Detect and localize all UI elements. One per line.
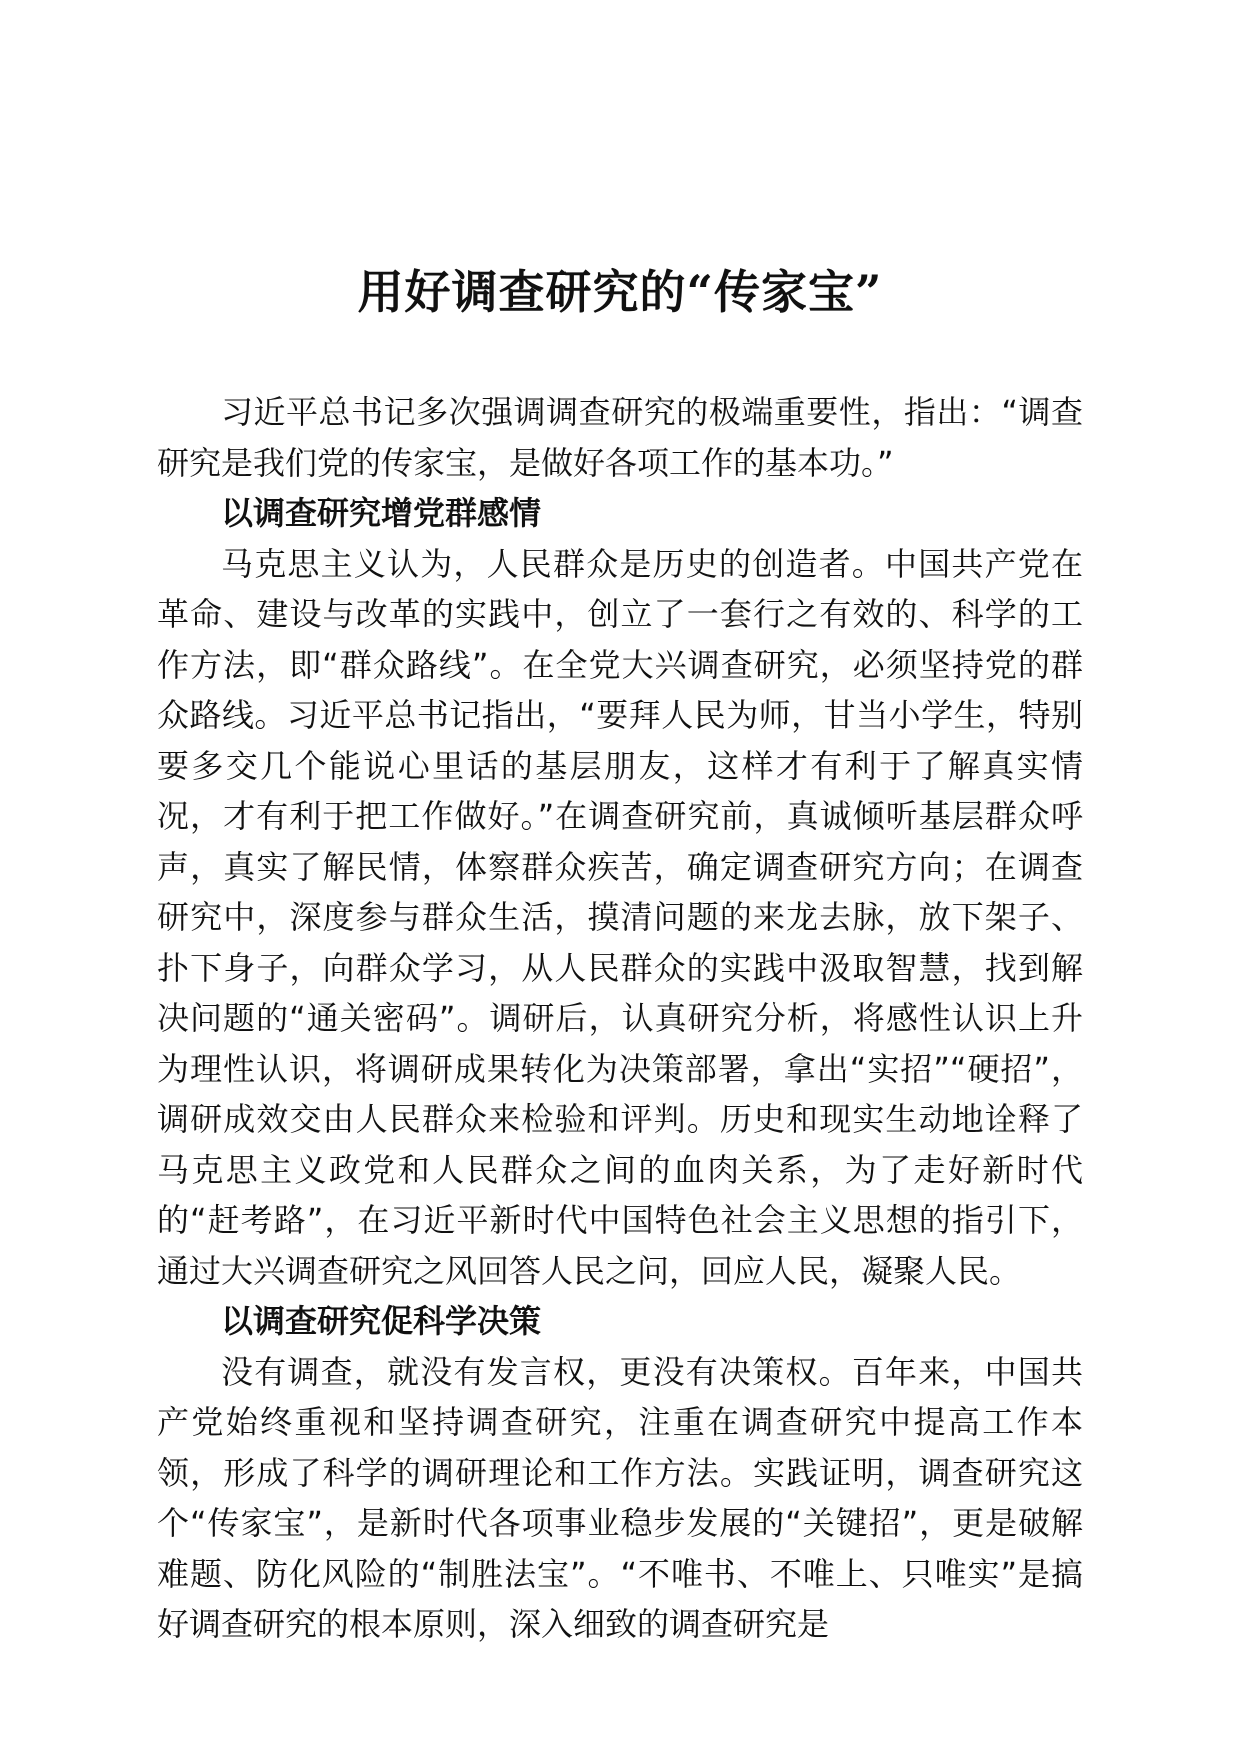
document-title: 用好调查研究的“传家宝” [357,265,883,319]
section-heading-2: 以调查研究促科学决策 [221,1302,542,1340]
intro-paragraph: 习近平总书记多次强调调查研究的极端重要性，指出：“调查研究是我们党的传家宝，是做好各项工作的基本功。” [157,393,1083,482]
section-paragraph-1: 马克思主义认为，人民群众是历史的创造者。中国共产党在革命、建设与改革的实践中，创立了一套行之有效的、科学的工作方法，即“群众路线”。在全党大兴调查研究，必须坚持党的群众路线。习近平总书记指出，“要拜人民为师，甘当小学生，特别要多交几个能说心里话的基层朋友，这样才有利于了解真实情况，才有利于把工作做好。”在调查研究前，真诚倾听基层群众呼声，真实了解民情，体察群众疾苦，确定调查研究方向；在调查研究中，深度参与群众生活，摸清问题的来龙去脉，放下架子、扑下身子，向群众学习，从人民群众的实践中汲取智慧，找到解决问题的“通关密码”。调研后，认真研究分析，将感性认识上升为理性认识，将调研成果转化为决策部署，拿出“实招”“硬招”，调研成效交由人民群众来检验和评判。历史和现实生动地诠释了马克思主义政党和人民群众之间的血肉关系，为了走好新时代的“赶考路”，在习近平新时代中国特色社会主义思想的指引下，通过大兴调查研究之风回答人民之问，回应人民，凝聚人民。 [157,544,1083,1290]
section-paragraph-2: 没有调查，就没有发言权，更没有决策权。百年来，中国共产党始终重视和坚持调查研究，注重在调查研究中提高工作本领，形成了科学的调研理论和工作方法。实践证明，调查研究这个“传家宝”，是新时代各项事业稳步发展的“关键招”，更是破解难题、防化风险的“制胜法宝”。“不唯书、不唯上、只唯实”是搞好调查研究的根本原则，深入细致的调查研究是 [157,1352,1083,1643]
section-heading-1: 以调查研究增党群感情 [221,494,542,532]
document-body [157,387,1083,1650]
